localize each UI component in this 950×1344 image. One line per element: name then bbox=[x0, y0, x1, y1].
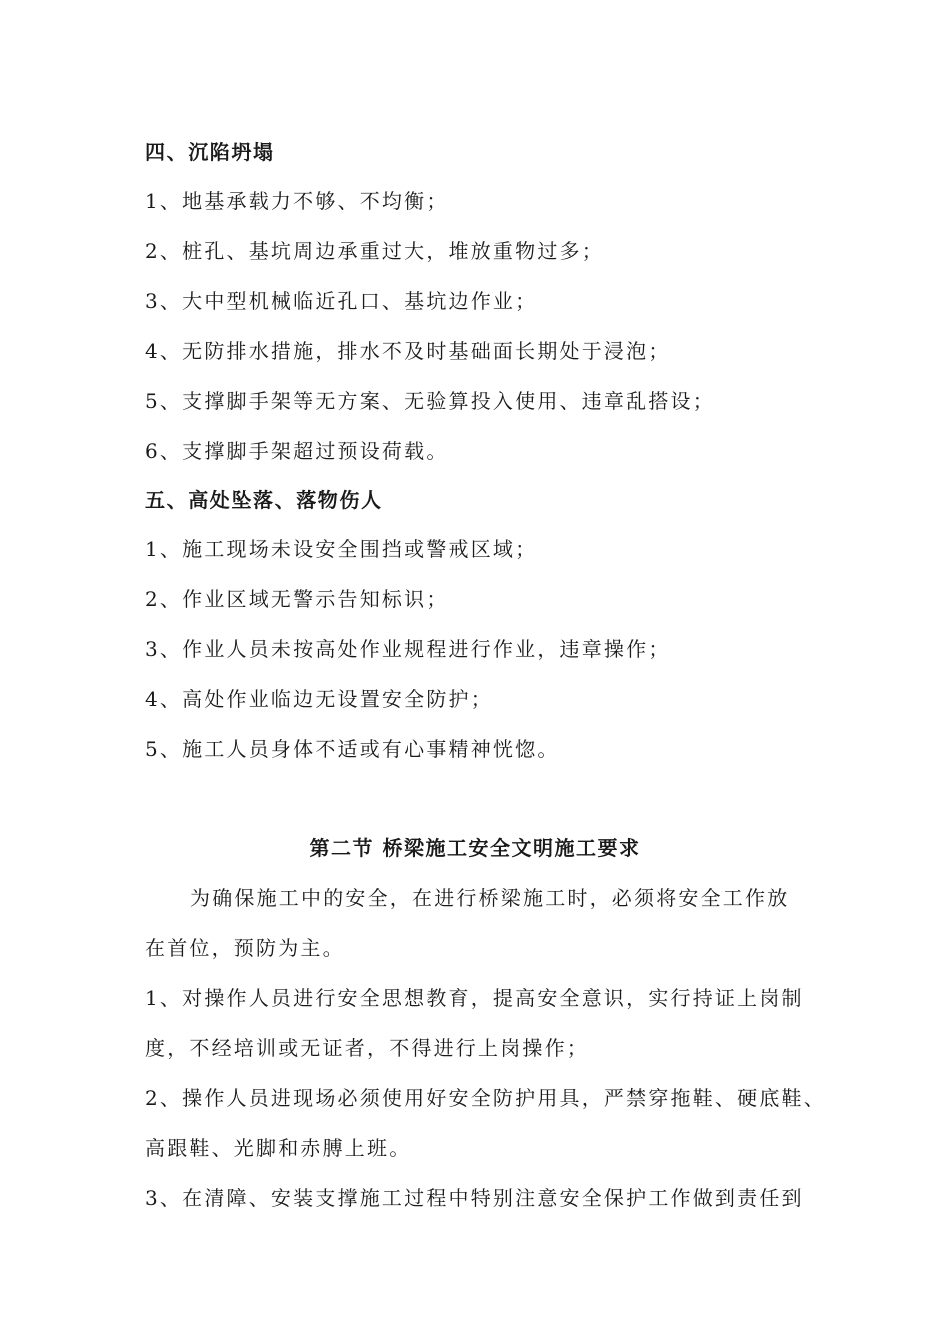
list-item: 3、作业人员未按高处作业规程进行作业，违章操作； bbox=[145, 637, 671, 661]
paragraph-line: 2、操作人员进现场必须使用好安全防护用具，严禁穿拖鞋、硬底鞋、 bbox=[145, 1086, 826, 1110]
section-title: 第二节 桥梁施工安全文明施工要求 bbox=[309, 836, 641, 860]
paragraph-line: 为确保施工中的安全，在进行桥梁施工时，必须将安全工作放 bbox=[190, 886, 790, 910]
paragraph-line: 1、对操作人员进行安全思想教育，提高安全意识，实行持证上岗制 bbox=[145, 986, 804, 1010]
list-item: 1、施工现场未设安全围挡或警戒区域； bbox=[145, 537, 538, 561]
list-item: 1、地基承载力不够、不均衡； bbox=[145, 189, 449, 213]
section-heading-fall: 五、高处坠落、落物伤人 bbox=[145, 488, 383, 512]
paragraph-line: 度，不经培训或无证者，不得进行上岗操作； bbox=[145, 1036, 589, 1060]
paragraph-line: 在首位，预防为主。 bbox=[145, 936, 345, 960]
paragraph-line: 3、在清障、安装支撑施工过程中特别注意安全保护工作做到责任到 bbox=[145, 1186, 804, 1210]
paragraph-line: 高跟鞋、光脚和赤膊上班。 bbox=[145, 1136, 412, 1160]
list-item: 2、桩孔、基坑周边承重过大，堆放重物过多； bbox=[145, 239, 604, 263]
list-item: 5、施工人员身体不适或有心事精神恍惚。 bbox=[145, 737, 560, 761]
list-item: 2、作业区域无警示告知标识； bbox=[145, 587, 449, 611]
list-item: 3、大中型机械临近孔口、基坑边作业； bbox=[145, 289, 538, 313]
list-item: 6、支撑脚手架超过预设荷载。 bbox=[145, 439, 449, 463]
list-item: 5、支撑脚手架等无方案、无验算投入使用、违章乱搭设； bbox=[145, 389, 715, 413]
list-item: 4、高处作业临边无设置安全防护； bbox=[145, 687, 493, 711]
section-heading-collapse: 四、沉陷坍塌 bbox=[145, 140, 275, 164]
list-item: 4、无防排水措施，排水不及时基础面长期处于浸泡； bbox=[145, 339, 671, 363]
